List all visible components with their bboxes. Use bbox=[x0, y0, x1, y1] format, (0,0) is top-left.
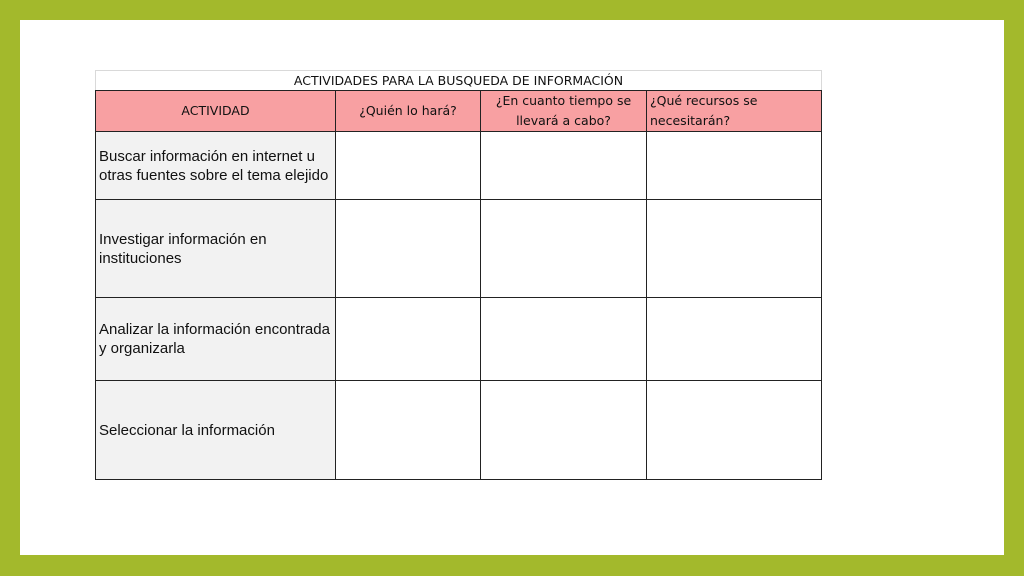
table-row bbox=[96, 381, 822, 480]
tiempo-cell bbox=[481, 381, 647, 480]
table-row bbox=[96, 298, 822, 381]
header-tiempo: ¿En cuanto tiempo se llevará a cabo? bbox=[481, 91, 647, 132]
slide-canvas bbox=[20, 20, 1004, 555]
activity-cell: Investigar información en instituciones bbox=[96, 200, 336, 298]
recursos-cell bbox=[647, 132, 822, 200]
recursos-cell bbox=[647, 200, 822, 298]
header-quien: ¿Quién lo hará? bbox=[336, 91, 481, 132]
table-row bbox=[96, 132, 822, 200]
quien-cell bbox=[336, 381, 481, 480]
table-row bbox=[96, 200, 822, 298]
quien-cell bbox=[336, 200, 481, 298]
activity-cell: Analizar la información encontrada y organizarla bbox=[96, 298, 336, 381]
activity-cell: Buscar información en internet u otras fuentes sobre el tema elejido bbox=[96, 132, 336, 200]
tiempo-cell bbox=[481, 132, 647, 200]
header-actividad: ACTIVIDAD bbox=[96, 91, 336, 132]
header-recursos: ¿Qué recursos se necesitarán? bbox=[647, 91, 822, 132]
quien-cell bbox=[336, 298, 481, 381]
recursos-cell bbox=[647, 298, 822, 381]
quien-cell bbox=[336, 132, 481, 200]
title-row bbox=[96, 71, 822, 91]
table-title: ACTIVIDADES PARA LA BUSQUEDA DE INFORMACIÓN bbox=[96, 71, 822, 91]
header-row bbox=[96, 91, 822, 132]
tiempo-cell bbox=[481, 298, 647, 381]
activities-table bbox=[95, 70, 822, 480]
recursos-cell bbox=[647, 381, 822, 480]
tiempo-cell bbox=[481, 200, 647, 298]
activity-cell: Seleccionar la información bbox=[96, 381, 336, 480]
